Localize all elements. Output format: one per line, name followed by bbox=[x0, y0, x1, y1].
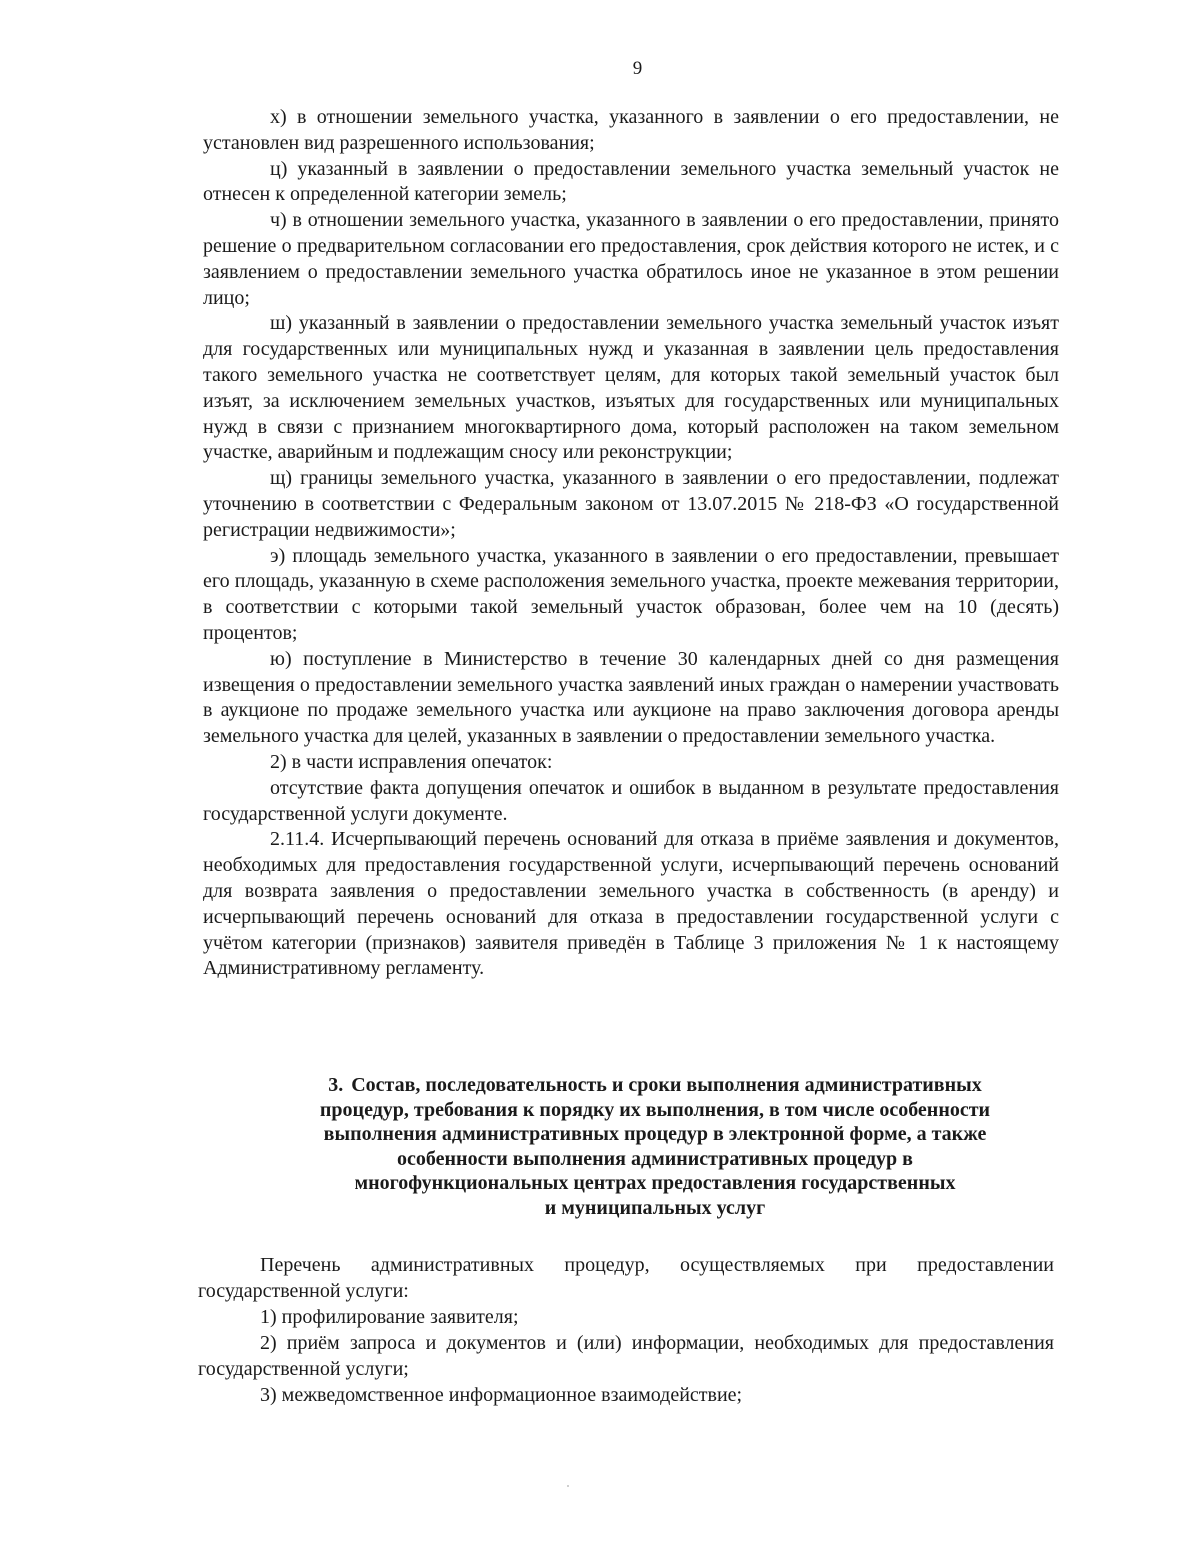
paragraph-shch: щ) границы земельного участка, указанного в заявлении о его предоставлении, подлежат уточнению в соответствии с Федеральным законом от 13.07.2015 № 218-ФЗ «О государственной регистрации недвижимости»; bbox=[203, 467, 1059, 541]
list-item: 2) приём запроса и документов и (или) информации, необходимых для предоставления государственной услуги; bbox=[198, 1332, 1054, 1380]
paragraph-yu: ю) поступление в Министерство в течение 30 календарных дней со дня размещения извещения о предоставлении земельного участка заявлений иных граждан о намерении участвовать в аукционе по продаже земельного участка или аукционе на право заключения договора аренды земельного участка для целей, указанных в заявлении о предоставлении земельного участка. bbox=[203, 647, 1059, 748]
section-heading-text: Состав, последовательность и сроки выполнения административных bbox=[351, 1074, 982, 1096]
section-heading-line bbox=[260, 1073, 1050, 1098]
page-number: 9 bbox=[632, 58, 643, 79]
section-heading-line: выполнения административных процедур в электронной форме, а также bbox=[323, 1123, 987, 1145]
section-number: 3. bbox=[328, 1074, 344, 1096]
list-intro: Перечень административных процедур, осуществляемых при предоставлении государственной услуги: bbox=[198, 1254, 1054, 1302]
section-heading-line: многофункциональных центрах предоставления государственных bbox=[354, 1172, 956, 1194]
section-heading-line: процедур, требования к порядку их выполнения, в том числе особенности bbox=[319, 1098, 991, 1121]
scan-artifact bbox=[567, 1485, 569, 1487]
list-item: 3) межведомственное информационное взаимодействие; bbox=[260, 1384, 743, 1406]
section-heading bbox=[260, 1073, 1050, 1220]
list-item: 1) профилирование заявителя; bbox=[260, 1306, 519, 1328]
paragraph-ts: ц) указанный в заявлении о предоставлении земельного участка земельный участок не отнесен к определенной категории земель; bbox=[203, 157, 1059, 206]
section-heading-line: и муниципальных услуг bbox=[544, 1196, 766, 1219]
paragraph-e: э) площадь земельного участка, указанного в заявлении о его предоставлении, превышает его площадь, указанную в схеме расположения земельного участка, проекте межевания территории, в соответствии с которыми такой земельный участок образован, более чем на 10 (десять) процентов; bbox=[203, 544, 1059, 644]
paragraph-ch: ч) в отношении земельного участка, указанного в заявлении о его предоставлении, принято решение о предварительном согласовании его предоставления, срок действия которого не истек, и с заявлением о предоставлении земельного участка обратилось иное не указанное в этом решении лицо; bbox=[203, 209, 1059, 309]
body-text bbox=[203, 105, 1059, 982]
paragraph-sh: ш) указанный в заявлении о предоставлении земельного участка земельный участок изъят для государственных или муниципальных нужд и указанная в заявлении цель предоставления такого земельного участка не соответствует целям, для которых такой земельный участок был изъят, за исключением земельных участков, изъятых для государственных или муниципальных нужд в связи с признанием многоквартирного дома, который расположен на таком земельном участке, аварийным и подлежащим сносу или реконструкции; bbox=[203, 312, 1059, 464]
paragraph-2-11-4: 2.11.4. Исчерпывающий перечень оснований для отказа в приёме заявления и документов, необходимых для предоставления государственной услуги, исчерпывающий перечень оснований для возврата заявления о предоставлении земельного участка в собственность (в аренду) и исчерпывающий перечень оснований для отказа в предоставлении государственной услуги с учётом категории (признаков) заявителя приведён в Таблице 3 приложения № 1 к настоящему Административному регламенту. bbox=[203, 828, 1059, 980]
paragraph-kh: х) в отношении земельного участка, указанного в заявлении о его предоставлении, не установлен вид разрешенного использования; bbox=[203, 106, 1059, 154]
procedures-list bbox=[198, 1252, 1054, 1408]
paragraph-typos-heading: 2) в части исправления опечаток: bbox=[270, 750, 553, 773]
section-heading-line: особенности выполнения административных процедур в bbox=[397, 1147, 913, 1170]
paragraph-typos-text: отсутствие факта допущения опечаток и ошибок в выданном в результате предоставления государственной услуги документе. bbox=[203, 776, 1059, 825]
